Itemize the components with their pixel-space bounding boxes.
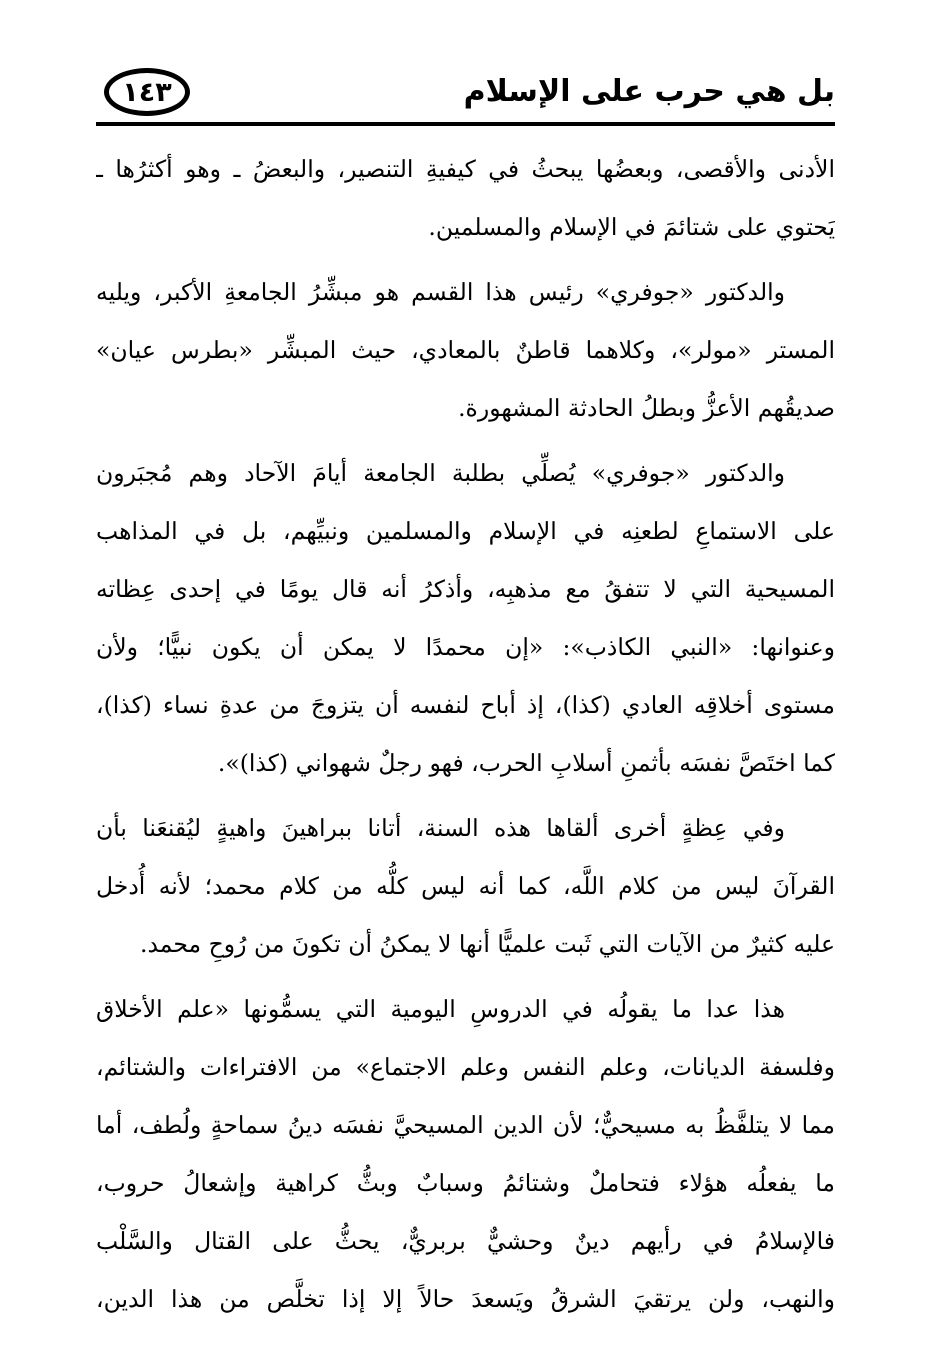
running-header [100, 60, 835, 126]
header-rule [96, 122, 835, 126]
paragraph [96, 444, 835, 792]
paragraph [96, 799, 835, 973]
text-line: صديقُهم الأعزُّ وبطلُ الحادثة المشهورة. [458, 394, 835, 422]
running-header-title: بل هي حرب على الإسلام [463, 74, 835, 109]
text-line: كما اختَصَّ نفسَه بأثمنِ أسلابِ الحرب، فهو رجلٌ شهواني (كذا)». [217, 749, 835, 777]
text-line: المستر «مولر»، وكلاهما قاطنٌ بالمعادي، حيث المبشِّر «بطرس عيان» [96, 336, 835, 364]
text-line: المسيحية التي لا تتفقُ مع مذهبِه، وأذكرُ أنه قال يومًا في إحدى عِظاته [96, 575, 835, 603]
text-line: عليه كثيرٌ من الآيات التي ثَبت علميًّا أنها لا يمكنُ أن تكونَ من رُوحِ محمد. [139, 930, 835, 958]
text-line: وفلسفة الديانات، وعلم النفس وعلم الاجتماع» من الافتراءات والشتائم، [96, 1053, 835, 1081]
page-number: ١٤٣ [122, 76, 172, 108]
text-line: وفي عِظةٍ أخرى ألقاها هذه السنة، أتانا ببراهينَ واهيةٍ ليُقنعَنا بأن [96, 814, 785, 842]
text-line: والدكتور «جوفري» يُصلِّي بطلبة الجامعة أيامَ الآحاد وهم مُجبَرون [96, 459, 785, 487]
text-line: والدكتور «جوفري» رئيس هذا القسم هو مبشِّرُ الجامعةِ الأكبر، ويليه [96, 278, 785, 306]
text-line: القرآنَ ليس من كلام اللَّه، كما أنه ليس كلُّه من كلام محمد؛ لأنه أُدخل [96, 872, 835, 900]
text-line: يَحتوي على شتائمَ في الإسلام والمسلمين. [428, 213, 835, 241]
text-line: الأدنى والأقصى، وبعضُها يبحثُ في كيفيةِ التنصير، والبعضُ ـ وهو أكثرُها ـ [96, 155, 835, 183]
text-line: مما لا يتلفَّظُ به مسيحيٌّ؛ لأن الدين المسيحيَّ نفسَه دينُ سماحةٍ ولُطف، أما [96, 1111, 835, 1139]
text-line: والنهب، ولن يرتقيَ الشرقُ ويَسعدَ حالاً إلا إذا تخلَّص من هذا الدين، [96, 1285, 835, 1313]
text-line: على الاستماعِ لطعنِه في الإسلام والمسلمين ونبيِّهم، بل في المذاهب [96, 517, 835, 545]
paragraph [96, 140, 835, 256]
text-line: هذا عدا ما يقولُه في الدروسِ اليومية التي يسمُّونها «علم الأخلاق [96, 995, 785, 1023]
paragraph [96, 263, 835, 437]
page-number-badge [104, 68, 190, 116]
text-line: وعنوانها: «النبي الكاذب»: «إن محمدًا لا يمكن أن يكون نبيًّا؛ ولأن [96, 633, 835, 661]
text-line: مستوى أخلاقِه العادي (كذا)، إذ أباح لنفسه أن يتزوجَ من عدةِ نساء (كذا)، [96, 691, 835, 719]
text-line: ما يفعلُه هؤلاء فتحاملٌ وشتائمُ وسبابٌ وبثُّ كراهية وإشعالُ حروب، [96, 1169, 835, 1197]
text-line: فالإسلامُ في رأيهم دينٌ وحشيٌّ بربريٌّ، يحثُّ على القتال والسَّلْب [96, 1227, 835, 1255]
page-body [96, 140, 835, 1328]
paragraph [96, 980, 835, 1328]
